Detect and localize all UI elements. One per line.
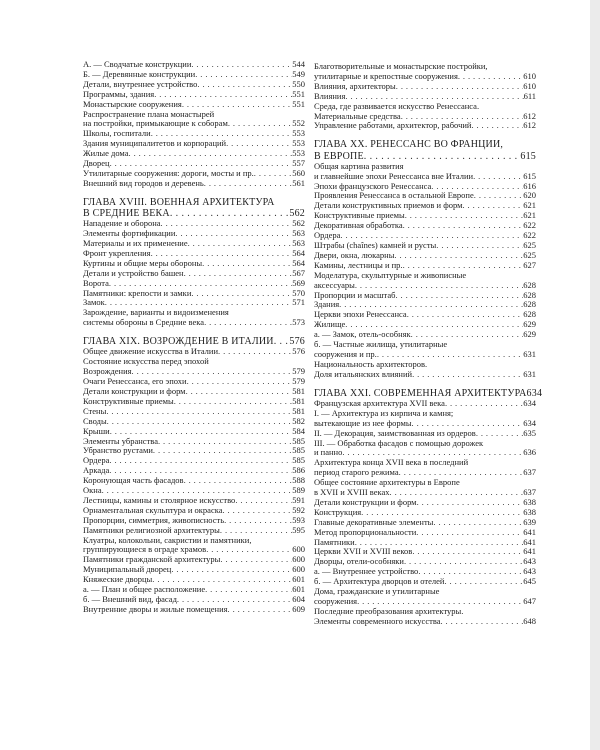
toc-entry[interactable]: и панно . . . 636 [314, 448, 536, 458]
chapter-title-line: ГЛАВА XVIII. ВОЕННАЯ АРХИТЕКТУРА [83, 196, 275, 208]
toc-entry-line: Распространение плана монастырей [83, 108, 215, 119]
toc-entry[interactable]: Памятники гражданской архитектуры . . . 600 [83, 555, 305, 565]
toc-entry[interactable]: Возрождения . . . 579 [83, 367, 305, 377]
toc-entry-line: б. — Частные жилища, утилитарные [314, 339, 448, 350]
toc-entry[interactable]: период старого режима . . . 637 [314, 468, 536, 478]
toc-entry[interactable]: Ордера . . . 585 [83, 456, 305, 466]
toc-entry[interactable]: А. — Сводчатые конструкции . . . 544 [83, 60, 305, 70]
toc-entry-line: Среда, где развивается искусство Ренессанса. [314, 100, 480, 111]
toc-entry[interactable]: Аркада . . . 586 [83, 466, 305, 476]
toc-entry[interactable]: Главные декоративные элементы . . . 639 [314, 518, 536, 528]
toc-entry[interactable]: Дворец . . . 557 [83, 159, 305, 169]
toc-entry[interactable]: Замок . . . 571 [83, 298, 305, 308]
chapter-title-line: ГЛАВА XXI. СОВРЕМЕННАЯ АРХИТЕКТУРА 634 [314, 387, 543, 399]
toc-entry[interactable]: Управление работами, архитектор, рабочий . . . 612 [314, 121, 536, 131]
toc-entry[interactable]: Стены . . . 581 [83, 407, 305, 417]
toc-entry[interactable]: Нападение и оборона . . . 562 [83, 219, 305, 229]
toc-entry[interactable]: Здания . . . 628 [314, 300, 536, 310]
toc-entry[interactable]: а. — План и общее расположение . . . 601 [83, 585, 305, 595]
toc-entry-line: III. — Обработка фасадов с помощью дорожек [314, 437, 484, 448]
toc-entry[interactable]: Внешний вид городов и деревень . . . 561 [83, 179, 305, 189]
toc-entry[interactable]: а. — Замок, отель-особняк . . . 629 [314, 330, 536, 340]
toc-entry[interactable]: Убранство рустами . . . 585 [83, 446, 305, 456]
toc-entry[interactable]: Пропорции и масштаб . . . 628 [314, 291, 536, 301]
toc-left-column [83, 60, 305, 615]
toc-entry[interactable]: б. — Внешний вид, фасад . . . 604 [83, 595, 305, 605]
toc-entry[interactable]: сооружения . . . 647 [314, 597, 536, 607]
toc-entry[interactable]: Влияния, архитекторы . . . 610 [314, 82, 536, 92]
toc-entry[interactable]: аксессуары . . . 628 [314, 281, 536, 291]
toc-entry-line: Архитектура конца XVII века в последний [314, 457, 469, 468]
toc-entry-line: Благотворительные и монастырские постройки, [314, 61, 488, 71]
toc-entry[interactable]: Муниципальный дворец . . . 600 [83, 565, 305, 575]
toc-entry[interactable]: Общее движение искусства в Италии . . . 576 [83, 347, 305, 357]
toc-entry[interactable]: Конструктивные приемы . . . 621 [314, 211, 536, 221]
toc-entry[interactable]: в XVII и XVIII веках . . . 637 [314, 488, 536, 498]
toc-entry[interactable]: Материальные средства . . . 612 [314, 112, 536, 122]
toc-entry-line: Клуатры, колокольни, сакристии и памятники, [83, 534, 252, 545]
toc-entry[interactable]: Дворцы, отели-особняки . . . 643 [314, 557, 536, 567]
toc-entry-line: I. — Архитектура из кирпича и камня; [314, 407, 454, 418]
chapter-20-heading[interactable] [314, 139, 536, 161]
toc-entry[interactable]: Ворота . . . 569 [83, 279, 305, 289]
toc-entry[interactable]: Элементы убранства . . . 585 [83, 437, 305, 447]
toc-entry[interactable]: Б. — Деревянные конструкции . . . 549 [83, 70, 305, 80]
toc-entry[interactable]: а. — Внутреннее устройство . . . 643 [314, 567, 536, 577]
page-edge-shadow [590, 0, 600, 750]
chapter-18-heading[interactable] [83, 197, 305, 219]
toc-entry[interactable]: Конструктивные приемы . . . 581 [83, 397, 305, 407]
chapter-title-line: В СРЕДНИЕ ВЕКА . . . 562 [83, 208, 305, 219]
toc-entry[interactable]: Штрабы (chaînes) камней и русты . . . 625 [314, 241, 536, 251]
toc-entry[interactable]: Памятники религиозной архитектуры . . . 595 [83, 526, 305, 536]
toc-entry[interactable]: Декоративная обработка . . . 622 [314, 221, 536, 231]
toc-entry[interactable]: Элементы фортификации . . . 563 [83, 229, 305, 239]
toc-entry[interactable]: Церкви эпохи Ренессанса . . . 628 [314, 310, 536, 320]
toc-entry[interactable]: Доля итальянских влияний . . . 631 [314, 370, 536, 380]
toc-entry[interactable]: группирующиеся в ограде храмов . . . 600 [83, 545, 305, 555]
toc-entry-line: Зарождение, варианты и видоизменения [83, 307, 229, 318]
toc-entry[interactable]: II. — Декорация, заимствованная из ордеров . . . 635 [314, 429, 536, 439]
toc-entry-line: Общее состояние архитектуры в Европе [314, 477, 460, 488]
toc-entry[interactable]: Детали конструктивных приемов и форм . . . 621 [314, 201, 536, 211]
chapter-title-line: ГЛАВА XX. РЕНЕССАНС ВО ФРАНЦИИ, [314, 139, 504, 151]
toc-entry[interactable]: Утилитарные сооружения: дороги, мосты и пр. . . . 560 [83, 169, 305, 179]
toc-entry-line: Дома, гражданские и утилитарные [314, 586, 440, 597]
toc-entry[interactable]: Жилые дома . . . 553 [83, 149, 305, 159]
toc-entry[interactable]: утилитарные и крепостные сооружения . . . 610 [314, 72, 536, 82]
toc-entry[interactable]: Материалы и их применение . . . 563 [83, 239, 305, 249]
toc-entry[interactable]: сооружения и пр. . . . 631 [314, 350, 536, 360]
toc-entry[interactable]: Школы, госпитали . . . 553 [83, 129, 305, 139]
toc-entry[interactable]: Камины, лестницы и пр. . . . 627 [314, 261, 536, 271]
toc-entry[interactable]: Церкви XVII и XVIII веков . . . 641 [314, 547, 536, 557]
toc-entry-line: Последние преобразования архитектуры. [314, 605, 464, 616]
toc-entry[interactable]: Крыши . . . 584 [83, 427, 305, 437]
toc-entry[interactable]: Влияния . . . 611 [314, 92, 536, 102]
toc-entry-line: Национальность архитекторов. [314, 358, 428, 369]
toc-entry[interactable]: б. — Архитектура дворцов и отелей . . . 645 [314, 577, 536, 587]
toc-entry[interactable]: Своды . . . 582 [83, 417, 305, 427]
toc-entry[interactable]: Орнаментальная скульптура и окраска . . . 592 [83, 506, 305, 516]
toc-entry[interactable]: Княжеские дворцы . . . 601 [83, 575, 305, 585]
toc-entry[interactable]: Элементы современного искусства . . . 648 [314, 617, 536, 627]
toc-entry[interactable]: Детали, внутреннее устройство . . . 550 [83, 80, 305, 90]
toc-entry[interactable]: Коронующая часть фасадов . . . 588 [83, 476, 305, 486]
toc-entry[interactable]: Детали и устройство башен . . . 567 [83, 269, 305, 279]
toc-entry[interactable]: Здания муниципалитетов и корпораций . . . 553 [83, 139, 305, 149]
toc-entry[interactable]: Жилище . . . 629 [314, 320, 536, 330]
toc-entry[interactable]: Детали конструкции и форм . . . 638 [314, 498, 536, 508]
toc-entry[interactable]: Внутренние дворы и жилые помещения . . . 609 [83, 605, 305, 615]
toc-entry[interactable]: Монастырские сооружения . . . 551 [83, 100, 305, 110]
toc-entry[interactable]: Куртины и общие меры обороны . . . 564 [83, 259, 305, 269]
chapter-title-line: В ЕВРОПЕ . . . 615 [314, 151, 536, 162]
toc-entry-line: Общая картина развития [314, 160, 404, 171]
toc-entry[interactable]: вытекающие из нее формы . . . 634 [314, 419, 536, 429]
toc-entry[interactable]: на постройки, примыкающие к соборам . . . 552 [83, 119, 305, 129]
chapter-title-line: ГЛАВА XIX. ВОЗРОЖДЕНИЕ В ИТАЛИИ . . . 576 [83, 336, 305, 347]
toc-entry[interactable]: Фронт укрепления . . . 564 [83, 249, 305, 259]
toc-right-column [314, 61, 543, 627]
toc-entry[interactable]: Ордера . . . 622 [314, 231, 536, 241]
toc-entry[interactable]: Памятники: крепости и замки . . . 570 [83, 289, 305, 299]
toc-entry[interactable]: Эпохи французского Ренессанса . . . 616 [314, 182, 536, 192]
toc-entry[interactable]: Проявления Ренессанса в остальной Европе . . . 620 [314, 191, 536, 201]
toc-entry[interactable]: Двери, окна, люкарны . . . 625 [314, 251, 536, 261]
toc-entry[interactable]: Лестницы, камины и столярное искусство . . . 591 [83, 496, 305, 506]
toc-entry[interactable]: и главнейшие эпохи Ренессанса вне Италии . . . 615 [314, 172, 536, 182]
toc-entry[interactable]: Конструкция . . . 638 [314, 508, 536, 518]
toc-entry[interactable]: Детали конструкции и форм . . . 581 [83, 387, 305, 397]
toc-entry[interactable]: Очаги Ренессанса, его эпохи . . . 579 [83, 377, 305, 387]
toc-entry[interactable]: системы обороны в Средние века . . . 573 [83, 318, 305, 328]
toc-entry[interactable]: Памятники . . . 641 [314, 538, 536, 548]
toc-entry[interactable]: Программы, здания . . . 551 [83, 90, 305, 100]
toc-entry[interactable]: Пропорции, симметрия, живописность . . . 593 [83, 516, 305, 526]
toc-entry[interactable]: Метод пропорциональности . . . 641 [314, 528, 536, 538]
toc-entry-line: Состояние искусства перед эпохой [83, 356, 209, 367]
toc-entry[interactable]: Окна . . . 589 [83, 486, 305, 496]
toc-entry-line: Моделатура, скульптурные и живописные [314, 269, 467, 280]
toc-entry[interactable]: Французская архитектура XVII века . . . 634 [314, 399, 536, 409]
